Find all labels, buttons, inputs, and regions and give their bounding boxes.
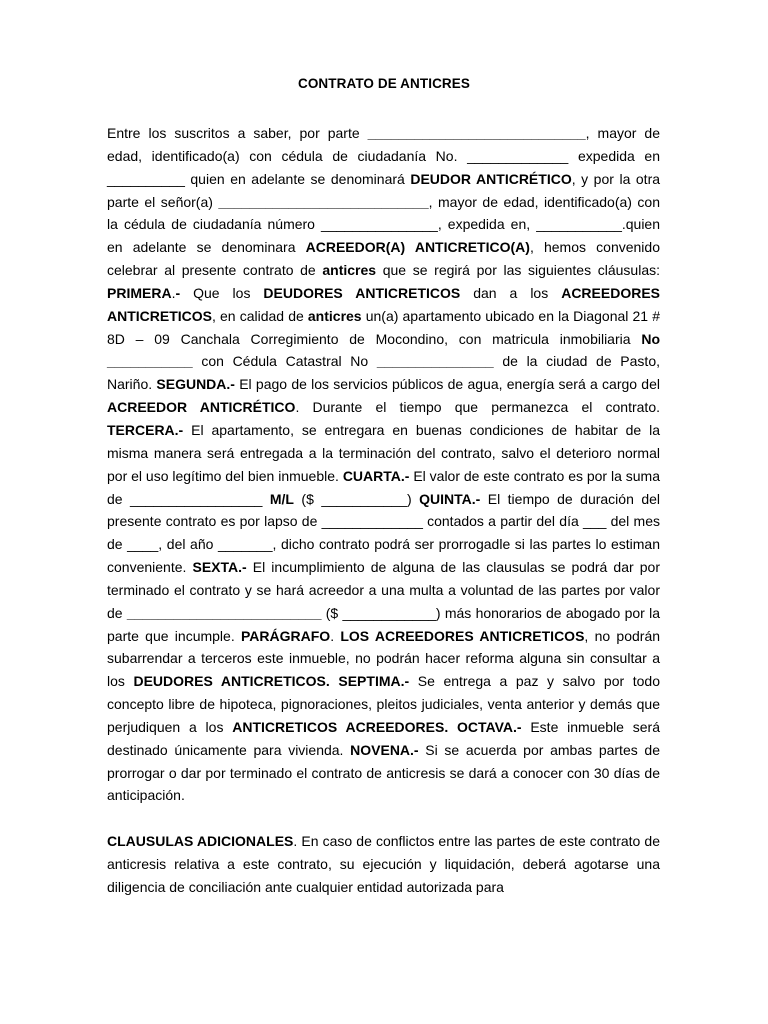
bold-text-run: ACREEDOR ANTICRÉTICO <box>107 399 296 416</box>
text-run: El tiempo de duración del presente contrato es por lapso de _____________ contados a partir del día ___ del mes de ____, del año _______, dicho contrato podrá ser prorrogadle si las partes lo estiman conveniente. <box>107 490 661 576</box>
text-run: con Cédula Catastral No <box>192 353 377 370</box>
text-run: , y por la otra parte el señor(a) <box>107 170 661 210</box>
paragraph-main-clauses <box>107 122 660 807</box>
text-run: Este inmueble será destinado únicamente para vivienda. <box>107 718 660 758</box>
text-run: . En caso de conflictos entre las partes de este contrato de anticresis relativa a este contrato, su ejecución y liquidación, deberá agotarse una diligencia de conciliación ante cualquier entidad autorizada para <box>107 833 660 895</box>
text-run: . <box>330 627 341 644</box>
text-run: El incumplimiento de alguna de las clausulas se podrá dar por terminado el contrato y se hará acreedor a una multa a voluntad de las partes por valor de <box>107 559 660 621</box>
bold-text-run: TERCERA.- <box>107 421 184 438</box>
text-run: , mayor de edad, identificado(a) con cédula de ciudadanía No. _____________ expedida en __________ quien en adelante se denominará <box>107 125 661 187</box>
bold-text-run: SEGUNDA.- <box>156 376 235 393</box>
bold-text-run: NOVENA.- <box>350 741 419 758</box>
text-run: que se regirá por las siguientes cláusulas: <box>376 262 660 279</box>
bold-text-run: ACREEDOR(A) ANTICRETICO(A) <box>305 239 530 256</box>
text-run: El pago de los servicios públicos de agua, energía será a cargo del <box>234 376 660 393</box>
text-run: . Durante el tiempo que permanezca el contrato. <box>295 399 660 416</box>
bold-text-run: SEXTA.- <box>192 559 247 576</box>
text-run: Si se acuerda por ambas partes de prorrogar o dar por terminado el contrato de anticresis se dará a conocer con 30 días de anticipación. <box>107 741 660 804</box>
bold-text-run: CUARTA.- <box>342 467 410 484</box>
document-title: CONTRATO DE ANTICRES <box>297 76 470 91</box>
text-run: Se entrega a paz y salvo por todo concepto libre de hipoteca, pignoraciones, pleitos judiciales, venta anterior y demás que perjudiquen a los <box>107 673 660 735</box>
bold-text-run: LOS ACREEDORES ANTICRETICOS <box>340 627 585 644</box>
bold-text-run: PRIMERA <box>107 284 172 301</box>
text-run: ($ ____________) más honorarios de abogado por la parte que incumple. <box>107 604 660 644</box>
bold-text-run: PARÁGRAFO <box>241 627 331 644</box>
bold-text-run: anticres <box>322 262 377 279</box>
text-run: , hemos convenido celebrar al presente contrato de <box>107 239 660 279</box>
text-run: El valor de este contrato es por la suma de _________________ <box>107 467 661 507</box>
paragraph-additional-clauses <box>107 830 660 899</box>
text-run: ($ ___________) <box>293 490 420 507</box>
text-run: de la ciudad de Pasto, Nariño. <box>107 353 660 393</box>
text-run: Que los <box>180 284 264 301</box>
bold-text-run: DEUDORES ANTICRETICOS. SEPTIMA.- <box>133 673 410 690</box>
bold-text-run: ACREEDORES ANTICRETICOS <box>107 284 660 324</box>
bold-text-run: ____________________________ <box>367 125 586 141</box>
text-run: . <box>171 284 176 301</box>
document-body <box>107 122 660 899</box>
bold-text-run: CLAUSULAS ADICIONALES <box>107 833 294 850</box>
text-run: , mayor de edad, identificado(a) con la cédula de ciudadanía número _______________, expedida en, ___________.quien en adelante se denominara <box>107 193 660 256</box>
bold-text-run: QUINTA.- <box>419 490 481 507</box>
bold-text-run: M/L <box>269 490 294 507</box>
bold-text-run: No ___________ <box>107 330 660 370</box>
bold-text-run: DEUDOR ANTICRÉTICO <box>410 170 572 187</box>
bold-text-run: ANTICRETICOS ACREEDORES. OCTAVA.- <box>232 718 522 735</box>
text-run: un(a) apartamento ubicado en la Diagonal 21 # 8D – 09 Canchala Corregimiento de Mocondino, con matricula inmobiliaria <box>107 307 660 347</box>
bold-text-run: _______________ <box>376 353 494 370</box>
text-run: El apartamento, se entregara en buenas condiciones de habitar de la misma manera será entregada a la terminación del contrato, salvo el deterioro normal por el uso legítimo del bien inmueble. <box>107 421 660 484</box>
bold-text-run: anticres <box>307 307 362 324</box>
bold-text-run: DEUDORES ANTICRETICOS <box>263 284 461 301</box>
text-run: Entre los suscritos a saber, por parte <box>107 125 368 141</box>
text-run: , en calidad de <box>212 307 308 324</box>
text-run: , no podrán subarrendar a terceros este inmueble, no podrán hacer reforma alguna sin consultar a los <box>107 627 661 690</box>
text-run: dan a los <box>460 284 562 301</box>
bold-text-run: _________________________ <box>126 604 322 621</box>
bold-text-run: - <box>175 284 181 301</box>
bold-text-run: ___________________________ <box>218 193 429 210</box>
